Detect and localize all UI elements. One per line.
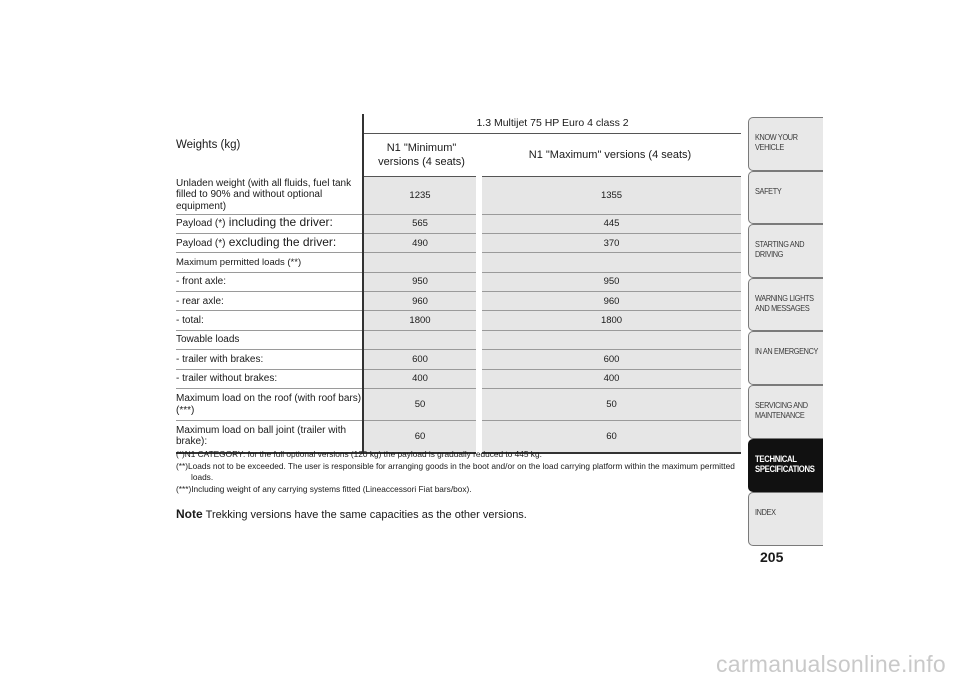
cell-max xyxy=(479,330,741,349)
row-label-main: including the driver: xyxy=(225,215,333,230)
footnote-1: (*)N1 CATEGORY: for the full optional versions (120 kg) the payload is gradually reduced to 445 kg. xyxy=(176,449,542,459)
table-row xyxy=(176,350,741,369)
engine-header: 1.3 Multijet 75 HP Euro 4 class 2 xyxy=(363,114,741,133)
cell-max: 600 xyxy=(479,350,741,369)
cell-max: 60 xyxy=(479,421,741,453)
note-label: Note xyxy=(176,507,203,521)
cell-max: 950 xyxy=(479,272,741,291)
row-label: - front axle: xyxy=(176,272,363,291)
cell-max: 445 xyxy=(479,214,741,233)
cell-min: 600 xyxy=(363,350,479,369)
page-number: 205 xyxy=(760,549,784,565)
table-row xyxy=(176,369,741,388)
row-label: Maximum permitted loads (**) xyxy=(176,253,363,272)
section-tabs xyxy=(748,117,823,546)
tab-safety[interactable] xyxy=(748,171,823,225)
row-label: Maximum load on the roof (with roof bars) (***) xyxy=(176,389,363,421)
tab-label: DRIVING xyxy=(755,249,784,260)
tab-label: SERVICING AND xyxy=(755,399,808,410)
table-row xyxy=(176,233,741,252)
cell-max xyxy=(479,253,741,272)
tab-label: AND MESSAGES xyxy=(755,302,810,313)
footnotes xyxy=(176,449,741,495)
header-row-1 xyxy=(176,114,741,133)
tab-label: SAFETY xyxy=(755,185,782,196)
tab-label: VEHICLE xyxy=(755,142,784,152)
cell-max: 1800 xyxy=(479,311,741,330)
tab-label: INDEX xyxy=(755,507,776,518)
tab-label: STARTING AND xyxy=(755,239,805,250)
cell-min xyxy=(363,330,479,349)
table-row xyxy=(176,214,741,233)
cell-min xyxy=(363,253,479,272)
cell-min: 50 xyxy=(363,389,479,421)
row-label-main: excluding the driver: xyxy=(225,234,337,249)
cell-max: 1355 xyxy=(479,176,741,214)
row-label: - trailer with brakes: xyxy=(176,350,363,369)
table-row xyxy=(176,389,741,421)
tab-index[interactable] xyxy=(748,492,823,546)
footnote-2: (**)Loads not to be exceeded. The user is responsible for arranging goods in the boot and/or on the load carrying platform within the maximum permitted loads. xyxy=(176,460,735,483)
cell-min: 400 xyxy=(363,369,479,388)
row-label: - rear axle: xyxy=(176,292,363,311)
cell-min: 565 xyxy=(363,214,479,233)
note-text: Trekking versions have the same capacities as the other versions. xyxy=(205,509,527,521)
row-label: - total: xyxy=(176,311,363,330)
cell-max: 960 xyxy=(479,292,741,311)
table-row xyxy=(176,176,741,214)
tab-label: TECHNICAL xyxy=(755,453,797,464)
row-label xyxy=(176,233,363,252)
tab-label: WARNING LIGHTS xyxy=(755,292,814,303)
cell-min: 490 xyxy=(363,233,479,252)
cell-max: 400 xyxy=(479,369,741,388)
row-label: - trailer without brakes: xyxy=(176,369,363,388)
cell-min: 1800 xyxy=(363,311,479,330)
row-label xyxy=(176,214,363,233)
cell-min: 960 xyxy=(363,292,479,311)
table-row xyxy=(176,272,741,291)
tab-label: MAINTENANCE xyxy=(755,409,805,420)
tab-starting-and-driving[interactable] xyxy=(748,224,823,278)
row-label: Unladen weight (with all fluids, fuel tank filled to 90% and without optional equipment) xyxy=(176,176,363,214)
tab-label: KNOW YOUR xyxy=(755,132,798,142)
cell-max: 370 xyxy=(479,233,741,252)
watermark: carmanualsonline.info xyxy=(715,651,946,677)
row-label: Maximum load on ball joint (trailer with brake): xyxy=(176,421,363,453)
tab-label: SPECIFICATIONS xyxy=(755,463,815,474)
weights-table xyxy=(176,114,741,454)
weights-header: Weights (kg) xyxy=(176,139,241,151)
tab-servicing-and-maintenance[interactable] xyxy=(748,385,823,439)
note xyxy=(176,507,527,521)
cell-min: 950 xyxy=(363,272,479,291)
tab-technical-specifications[interactable] xyxy=(748,439,823,493)
row-label: Towable loads xyxy=(176,330,363,349)
row-label-prefix: Payload (*) xyxy=(176,237,226,249)
col-min-header-line2: versions (4 seats) xyxy=(378,155,465,168)
cell-min: 1235 xyxy=(363,176,479,214)
row-label-prefix: Payload (*) xyxy=(176,218,226,230)
table-row xyxy=(176,421,741,453)
tab-know-your-vehicle[interactable] xyxy=(748,117,823,171)
table-row xyxy=(176,292,741,311)
col-min-header-line1: N1 "Minimum" xyxy=(386,141,457,154)
tab-label: IN AN EMERGENCY xyxy=(755,346,819,357)
col-min-header xyxy=(363,133,479,176)
table-row xyxy=(176,330,741,349)
footnote-3: (***)Including weight of any carrying systems fitted (Lineaccessori Fiat bars/box). xyxy=(176,483,472,494)
cell-min: 60 xyxy=(363,421,479,453)
tab-warning-lights[interactable] xyxy=(748,278,823,332)
table-row xyxy=(176,253,741,272)
tab-in-an-emergency[interactable] xyxy=(748,331,823,385)
table-row xyxy=(176,311,741,330)
col-max-header: N1 "Maximum" versions (4 seats) xyxy=(479,133,741,176)
cell-max: 50 xyxy=(479,389,741,421)
